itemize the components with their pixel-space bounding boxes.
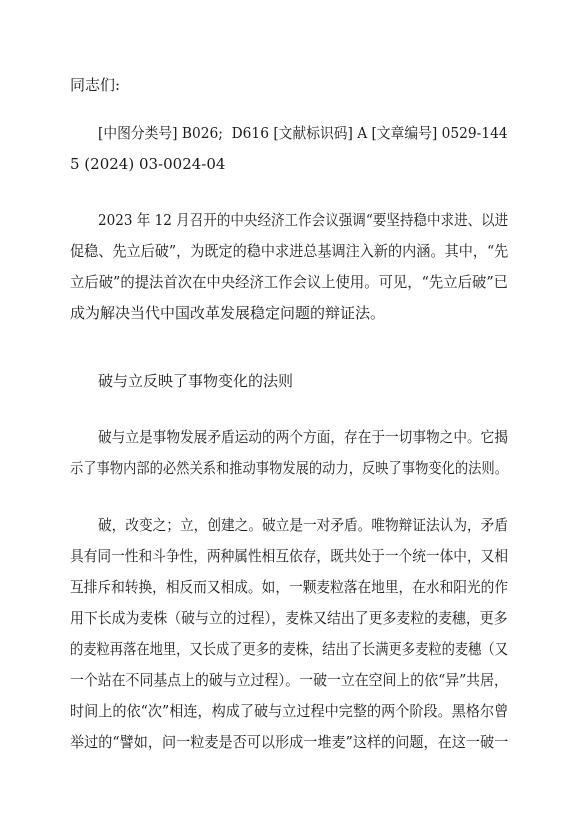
- intro-paragraph-line-4: 成为解决当代中国改革发展稳定问题的辩证法。: [70, 304, 386, 322]
- paragraph-three-line-4: 用下长成为麦株（破与立的过程），麦株又结出了更多麦粒的麦穗，更多: [70, 609, 508, 627]
- paragraph-two-line-2: 示了事物内部的必然关系和推动事物发展的动力，反映了事物变化的法则。: [70, 459, 508, 477]
- paragraph-three-line-5: 的麦粒再落在地里，又长成了更多的麦株，结出了长满更多麦粒的麦穗（又: [70, 640, 508, 658]
- paragraph-three-line-1: 破，改变之；立，创建之。破立是一对矛盾。唯物辩证法认为，矛盾: [98, 516, 509, 534]
- intro-paragraph-line-2: 促稳、先立后破”，为既定的稳中求进总基调注入新的内涵。其中，“先: [70, 242, 509, 260]
- paragraph-three-line-2: 具有同一性和斗争性，两种属性相互依存，既共处于一个统一体中，又相: [70, 547, 509, 565]
- paragraph-three-line-8: 举过的“譬如，问一粒麦是否可以形成一堆麦”这样的问题，在这一破一: [70, 733, 509, 751]
- section-heading: 破与立反映了事物变化的法则: [98, 372, 294, 390]
- intro-paragraph-line-3: 立后破”的提法首次在中央经济工作会议上使用。可见，“先立后破”已: [70, 273, 509, 291]
- classification-line-1: [中图分类号] B026; D616 [文献标识码] A [文章编号] 0529-144: [98, 124, 508, 142]
- paragraph-two-line-1: 破与立是事物发展矛盾运动的两个方面，存在于一切事物之中。它揭: [98, 428, 509, 446]
- paragraph-three-line-6: 一个站在不同基点上的破与立过程）。一破一立在空间上的依“异”共居，: [70, 671, 508, 689]
- salutation: 同志们:: [70, 76, 121, 94]
- intro-paragraph-line-1: 2023 年 12 月召开的中央经济工作会议强调“要坚持稳中求进、以进: [98, 211, 509, 229]
- paragraph-three-line-7: 时间上的依“次”相连，构成了破与立过程中完整的两个阶段。黑格尔曾: [70, 702, 509, 720]
- paragraph-three-line-3: 互排斥和转换，相反而又相成。如，一颗麦粒落在地里，在水和阳光的作: [70, 578, 509, 596]
- classification-line-2: 5 (2024) 03-0024-04: [70, 155, 226, 173]
